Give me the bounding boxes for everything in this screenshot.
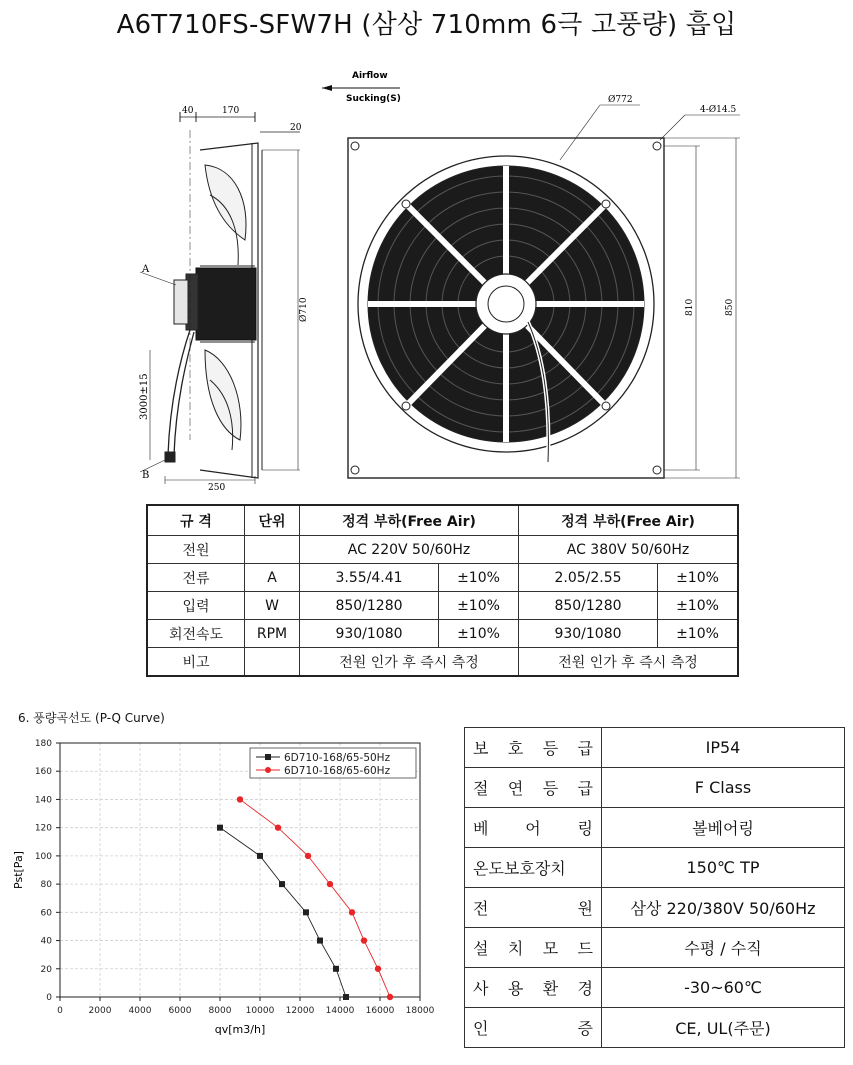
spec-tolerance-220: ±10%: [439, 564, 519, 592]
dim-710: Ø710: [299, 297, 309, 322]
data-point: [361, 937, 367, 943]
data-point: [275, 824, 281, 830]
spec-header-row: [147, 505, 738, 536]
property-key: [465, 1008, 602, 1048]
property-row: [465, 808, 845, 848]
dim-810: 810: [685, 298, 695, 316]
data-point: [305, 853, 311, 859]
property-key-char: 등: [542, 739, 559, 758]
pq-curve-chart: [0, 725, 450, 1055]
property-key-char: 원: [577, 899, 593, 918]
x-tick-label: 10000: [245, 1006, 275, 1016]
property-key-char: 경: [577, 979, 593, 998]
property-key-char: 호: [507, 739, 524, 758]
dim-850: 850: [725, 298, 735, 316]
property-key-char: 등: [542, 779, 559, 798]
x-tick-label: 8000: [208, 1006, 232, 1016]
spec-unit: A: [245, 564, 300, 592]
x-tick-label: 0: [57, 1006, 63, 1016]
y-axis-label: Pst[Pa]: [12, 851, 25, 889]
spec-unit: [245, 536, 300, 564]
property-key-char: 링: [577, 819, 593, 838]
sucking-label: Sucking(S): [346, 94, 401, 104]
data-point: [375, 966, 381, 972]
property-key-char: 보: [473, 739, 489, 758]
property-key-char: 증: [577, 1019, 593, 1038]
property-key: [465, 728, 602, 768]
spec-label: 회전속도: [147, 620, 245, 648]
property-key: [465, 768, 602, 808]
property-key: [465, 928, 602, 968]
property-value: 수평 / 수직: [602, 928, 845, 968]
chart-series: [217, 796, 393, 1000]
property-row: [465, 848, 845, 888]
property-row: [465, 768, 845, 808]
spec-table: [146, 504, 739, 677]
front-view: [348, 105, 740, 478]
data-point: [349, 909, 355, 915]
property-key-char: 어: [525, 819, 541, 838]
property-key: [465, 808, 602, 848]
y-tick-label: 160: [34, 767, 52, 778]
dim-holes: 4-Ø14.5: [700, 105, 737, 115]
property-key-char: 급: [577, 779, 593, 798]
property-key-char: 드: [577, 939, 593, 958]
property-row: [465, 728, 845, 768]
data-point: [257, 853, 263, 859]
legend-marker: [265, 767, 271, 773]
property-value: CE, UL(주문): [602, 1008, 845, 1048]
property-row: [465, 928, 845, 968]
spec-header-unit: 단위: [245, 505, 300, 536]
y-tick-label: 0: [46, 993, 52, 1003]
spec-value-220: 전원 인가 후 즉시 측정: [300, 648, 519, 677]
x-tick-label: 18000: [405, 1006, 435, 1016]
spec-header-220: 정격 부하(Free Air): [300, 505, 519, 536]
dim-3000: 3000±15: [139, 373, 150, 420]
chart-grid: [60, 743, 420, 997]
legend-entry: 6D710-168/65-50Hz: [284, 752, 391, 764]
legend-marker: [265, 754, 271, 760]
chart-legend: [250, 748, 416, 778]
spec-value-380: 930/1080: [519, 620, 658, 648]
property-key-char: 온도보호장치: [473, 859, 566, 878]
spec-tolerance-380: ±10%: [658, 564, 739, 592]
spec-row-note: [147, 648, 738, 677]
property-row: [465, 888, 845, 928]
property-key: [465, 888, 602, 928]
property-value: 볼베어링: [602, 808, 845, 848]
y-tick-label: 40: [40, 936, 52, 947]
spec-value-220: 850/1280: [300, 592, 439, 620]
pq-curve-heading: 6. 풍량곡선도 (P-Q Curve): [18, 711, 165, 725]
property-key-char: 전: [473, 899, 489, 918]
data-point: [343, 994, 349, 1000]
data-point: [317, 938, 323, 944]
label-a: A: [142, 264, 150, 275]
spec-tolerance-380: ±10%: [658, 620, 739, 648]
property-key-char: 베: [473, 819, 489, 838]
spec-tolerance-220: ±10%: [439, 592, 519, 620]
chart-axes: [35, 739, 435, 1016]
x-tick-label: 2000: [88, 1006, 112, 1016]
x-tick-label: 14000: [325, 1006, 355, 1016]
spec-unit: [245, 648, 300, 677]
spec-row-current: [147, 564, 738, 592]
data-point: [303, 909, 309, 915]
property-key-char: 사: [473, 979, 489, 998]
property-key-char: 급: [577, 739, 593, 758]
spec-row-power: [147, 536, 738, 564]
property-key: [465, 848, 602, 888]
x-axis-label: qv[m3/h]: [214, 1023, 266, 1036]
data-point: [237, 796, 243, 802]
y-tick-label: 80: [40, 880, 52, 891]
spec-label: 입력: [147, 592, 245, 620]
property-row: [465, 1008, 845, 1048]
series-line: [240, 799, 390, 997]
spec-tolerance-380: ±10%: [658, 592, 739, 620]
x-tick-label: 6000: [168, 1006, 192, 1016]
dim-170: 170: [222, 106, 240, 116]
property-key-char: 환: [542, 979, 559, 998]
legend-entry: 6D710-168/65-60Hz: [284, 765, 391, 777]
spec-unit: RPM: [245, 620, 300, 648]
y-tick-label: 20: [40, 964, 52, 975]
property-key-char: 절: [473, 779, 489, 798]
plot-frame: [60, 743, 420, 997]
spec-value-380: 2.05/2.55: [519, 564, 658, 592]
data-point: [387, 994, 393, 1000]
data-point: [217, 825, 223, 831]
property-value: 삼상 220/380V 50/60Hz: [602, 888, 845, 928]
spec-value-220: 3.55/4.41: [300, 564, 439, 592]
spec-value-380: 850/1280: [519, 592, 658, 620]
fan-technical-drawing: [0, 0, 853, 500]
property-key-char: 모: [542, 939, 559, 958]
y-tick-label: 140: [34, 795, 52, 806]
property-key-char: 용: [507, 979, 524, 998]
dim-772: Ø772: [608, 95, 633, 105]
property-value: IP54: [602, 728, 845, 768]
property-key-char: 연: [507, 779, 524, 798]
y-tick-label: 100: [34, 851, 52, 862]
spec-value-380: AC 380V 50/60Hz: [519, 536, 739, 564]
y-tick-label: 120: [34, 823, 52, 834]
x-tick-label: 4000: [128, 1006, 152, 1016]
y-tick-label: 60: [40, 908, 52, 919]
spec-label: 전원: [147, 536, 245, 564]
property-value: -30~60℃: [602, 968, 845, 1008]
properties-table: [464, 727, 845, 1048]
property-key-char: 설: [473, 939, 489, 958]
property-value: F Class: [602, 768, 845, 808]
airflow-label: Airflow: [352, 71, 388, 81]
spec-value-380: 전원 인가 후 즉시 측정: [519, 648, 739, 677]
property-value: 150℃ TP: [602, 848, 845, 888]
spec-row-input: [147, 592, 738, 620]
spec-label: 전류: [147, 564, 245, 592]
y-tick-label: 180: [34, 739, 52, 749]
data-point: [327, 881, 333, 887]
property-row: [465, 968, 845, 1008]
spec-unit: W: [245, 592, 300, 620]
data-point: [333, 966, 339, 972]
property-key-char: 치: [507, 939, 524, 958]
dim-250: 250: [208, 483, 226, 493]
property-key: [465, 968, 602, 1008]
spec-label: 비고: [147, 648, 245, 677]
x-tick-label: 12000: [285, 1006, 315, 1016]
spec-row-rpm: [147, 620, 738, 648]
spec-header-380: 정격 부하(Free Air): [519, 505, 739, 536]
spec-header-spec: 규 격: [147, 505, 245, 536]
x-tick-label: 16000: [365, 1006, 395, 1016]
dim-40: 40: [182, 106, 194, 116]
spec-value-220: 930/1080: [300, 620, 439, 648]
airflow-arrow-head: [322, 85, 332, 91]
label-b: B: [142, 470, 150, 481]
dim-20: 20: [290, 123, 302, 133]
spec-value-220: AC 220V 50/60Hz: [300, 536, 519, 564]
property-key-char: 인: [473, 1019, 489, 1038]
spec-tolerance-220: ±10%: [439, 620, 519, 648]
side-view: [140, 112, 300, 484]
data-point: [279, 881, 285, 887]
page-title: A6T710FS-SFW7H (삼상 710mm 6극 고풍량) 흡입: [116, 10, 737, 40]
